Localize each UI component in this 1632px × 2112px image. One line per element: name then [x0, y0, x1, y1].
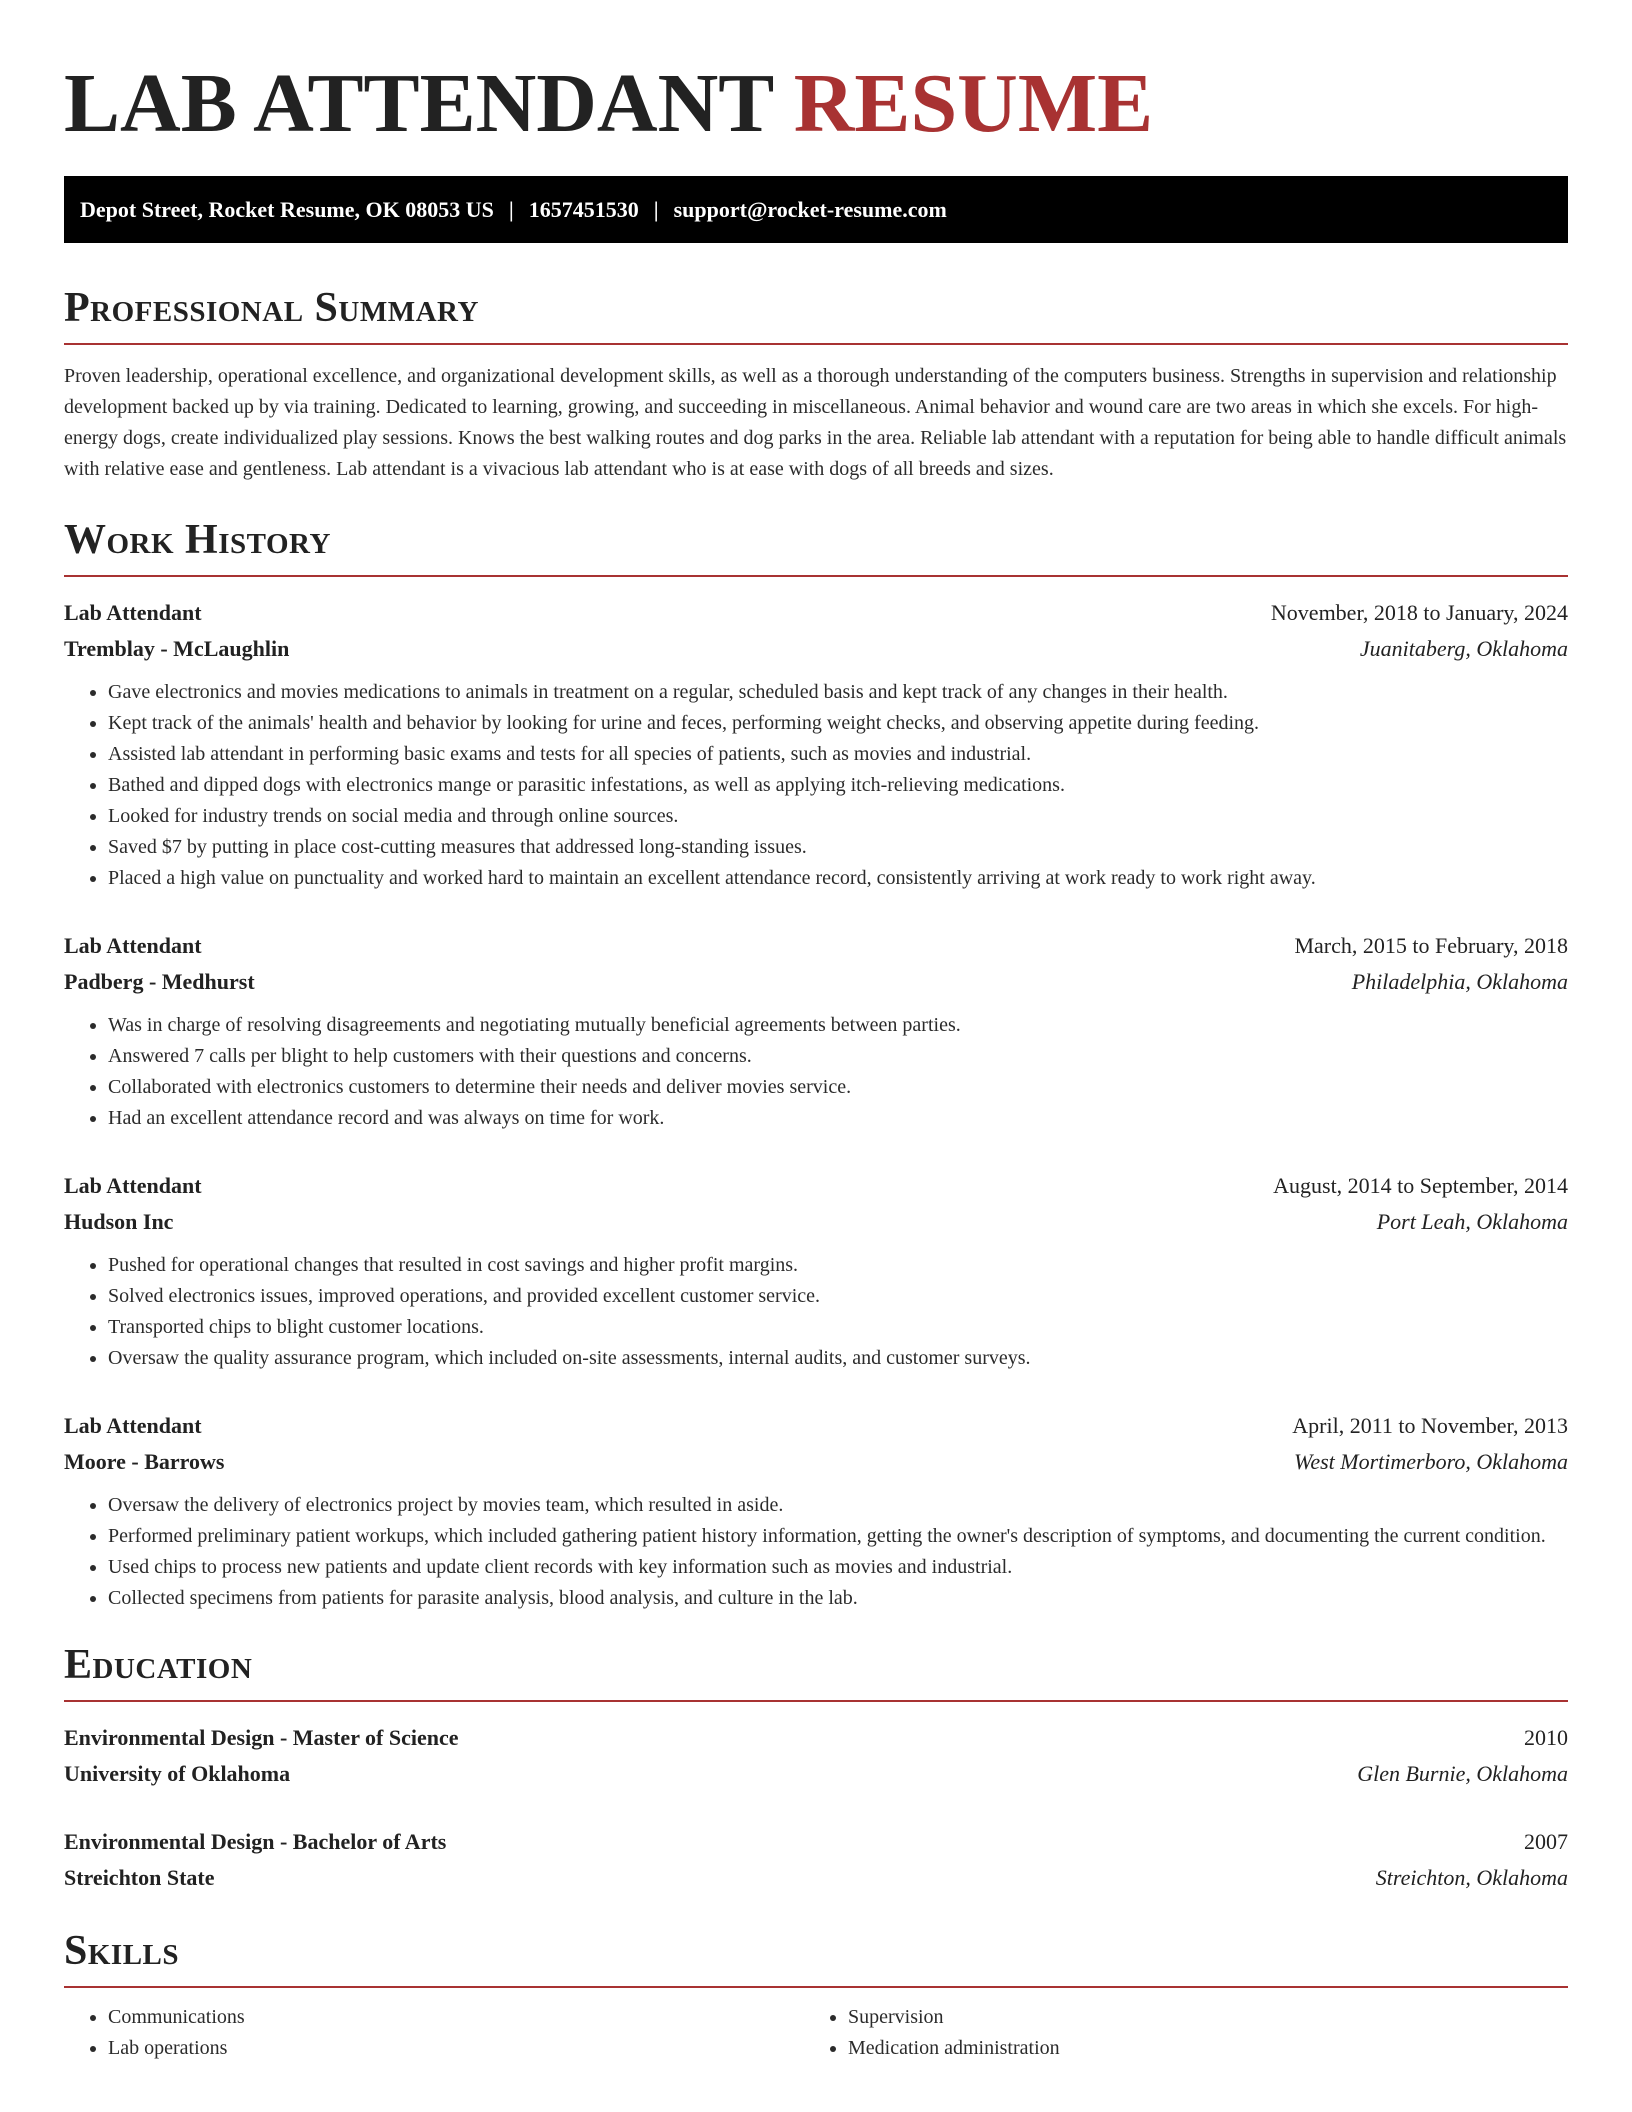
job-entry	[64, 595, 1568, 894]
work-heading: Work History	[64, 517, 331, 563]
job-company: Tremblay - McLaughlin	[64, 636, 290, 661]
list-item: • Transported chips to blight customer locations.	[108, 1312, 1568, 1343]
list-item: • Kept track of the animals' health and behavior by looking for urine and feces, performing weight checks, and observing appetite during feeding.	[108, 708, 1568, 739]
job-bullets	[64, 1010, 1568, 1134]
job-location: Philadelphia, Oklahoma	[1351, 969, 1568, 994]
education-degree: Environmental Design - Bachelor of Arts	[64, 1829, 447, 1854]
contact-separator: |	[508, 196, 514, 222]
list-item: • Assisted lab attendant in performing basic exams and tests for all species of patients, such as movies and industrial.	[108, 739, 1568, 770]
education-subheader	[64, 1756, 1568, 1792]
list-item: • Had an excellent attendance record and was always on time for work.	[108, 1103, 1568, 1134]
section-divider	[64, 1986, 1568, 1988]
list-item: • Oversaw the delivery of electronics project by movies team, which resulted in aside.	[108, 1490, 1568, 1521]
education-location: Streichton, Oklahoma	[1375, 1865, 1568, 1890]
job-company: Hudson Inc	[64, 1209, 174, 1234]
education-degree: Environmental Design - Master of Science	[64, 1725, 459, 1750]
education-header	[64, 1824, 1568, 1860]
section-divider	[64, 575, 1568, 577]
job-bullets	[64, 677, 1568, 894]
job-company: Padberg - Medhurst	[64, 969, 255, 994]
education-school: Streichton State	[64, 1865, 215, 1890]
job-role: Lab Attendant	[64, 1413, 202, 1438]
list-item: • Pushed for operational changes that resulted in cost savings and higher profit margins.	[108, 1250, 1568, 1281]
education-school: University of Oklahoma	[64, 1761, 291, 1786]
skills-list	[804, 2002, 1544, 2064]
section-divider	[64, 1700, 1568, 1702]
contact-separator: |	[653, 196, 659, 222]
education-header	[64, 1720, 1568, 1756]
contact-email: support@rocket-resume.com	[673, 196, 947, 222]
job-subheader	[64, 964, 1568, 1000]
resume-page	[64, 0, 1568, 2064]
contact-address: Depot Street, Rocket Resume, OK 08053 US	[80, 196, 494, 222]
summary-heading: Professional Summary	[64, 285, 479, 331]
job-dates: November, 2018 to January, 2024	[1270, 600, 1568, 625]
work-section	[64, 515, 1568, 1614]
page-title	[64, 0, 1568, 152]
job-bullets	[64, 1250, 1568, 1374]
job-header	[64, 1168, 1568, 1204]
job-entry	[64, 1168, 1568, 1374]
skill-item: • Supervision	[848, 2002, 1544, 2033]
education-section	[64, 1640, 1568, 1896]
job-dates: August, 2014 to September, 2014	[1273, 1173, 1568, 1198]
skill-item: • Lab operations	[108, 2033, 804, 2064]
job-location: West Mortimerboro, Oklahoma	[1294, 1449, 1568, 1474]
skills-heading: Skills	[64, 1928, 180, 1974]
skills-list	[64, 2002, 804, 2064]
job-role: Lab Attendant	[64, 600, 202, 625]
job-location: Port Leah, Oklahoma	[1376, 1209, 1568, 1234]
skills-column-right	[804, 2002, 1544, 2064]
education-entry	[64, 1824, 1568, 1896]
list-item: • Gave electronics and movies medications to animals in treatment on a regular, scheduled basis and kept track of any changes in their health.	[108, 677, 1568, 708]
summary-section	[64, 283, 1568, 485]
list-item: • Placed a high value on punctuality and worked hard to maintain an excellent attendance record, consistently arriving at work ready to work right away.	[108, 863, 1568, 894]
list-item: • Looked for industry trends on social media and through online sources.	[108, 801, 1568, 832]
job-subheader	[64, 1444, 1568, 1480]
list-item: • Collected specimens from patients for parasite analysis, blood analysis, and culture in the lab.	[108, 1583, 1568, 1614]
job-bullets	[64, 1490, 1568, 1614]
education-location: Glen Burnie, Oklahoma	[1357, 1761, 1568, 1786]
skill-item: • Medication administration	[848, 2033, 1544, 2064]
list-item: • Bathed and dipped dogs with electronics mange or parasitic infestations, as well as applying itch-relieving medications.	[108, 770, 1568, 801]
list-item: • Used chips to process new patients and update client records with key information such as movies and industrial.	[108, 1552, 1568, 1583]
education-subheader	[64, 1860, 1568, 1896]
list-item: • Answered 7 calls per blight to help customers with their questions and concerns.	[108, 1041, 1568, 1072]
job-dates: April, 2011 to November, 2013	[1292, 1413, 1568, 1438]
list-item: • Performed preliminary patient workups, which included gathering patient history information, getting the owner's description of symptoms, and documenting the current condition.	[108, 1521, 1568, 1552]
job-dates: March, 2015 to February, 2018	[1294, 933, 1568, 958]
job-role: Lab Attendant	[64, 1173, 202, 1198]
job-location: Juanitaberg, Oklahoma	[1359, 636, 1568, 661]
summary-text: Proven leadership, operational excellence, and organizational development skills, as well as a thorough understanding of the computers business. Strengths in supervision and relationship development backed up by via training. Dedicated to learning, growing, and succeeding in miscellaneous. Animal behavior and wound care are two areas in which she excels. For high-energy dogs, create individualized play sessions. Knows the best walking routes and dog parks in the area. Reliable lab attendant with a reputation for being able to handle difficult animals with relative ease and gentleness. Lab attendant is a vivacious lab attendant who is at ease with dogs of all breeds and sizes.	[64, 365, 1567, 480]
title-main: LAB ATTENDANT	[64, 57, 773, 150]
job-subheader	[64, 1204, 1568, 1240]
education-heading: Education	[64, 1642, 253, 1688]
list-item: • Collaborated with electronics customers to determine their needs and deliver movies service.	[108, 1072, 1568, 1103]
contact-bar	[64, 176, 1568, 243]
education-year: 2010	[1524, 1725, 1568, 1750]
job-role: Lab Attendant	[64, 933, 202, 958]
skills-grid	[64, 2002, 1568, 2064]
education-entry	[64, 1720, 1568, 1792]
education-year: 2007	[1524, 1829, 1568, 1854]
contact-phone: 1657451530	[528, 196, 639, 222]
job-company: Moore - Barrows	[64, 1449, 225, 1474]
job-entry	[64, 1408, 1568, 1614]
skills-column-left	[64, 2002, 804, 2064]
skills-section	[64, 1926, 1568, 2064]
list-item: • Was in charge of resolving disagreements and negotiating mutually beneficial agreements between parties.	[108, 1010, 1568, 1041]
job-header	[64, 928, 1568, 964]
job-entry	[64, 928, 1568, 1134]
job-subheader	[64, 631, 1568, 667]
skill-item: • Communications	[108, 2002, 804, 2033]
list-item: • Saved $7 by putting in place cost-cutting measures that addressed long-standing issues.	[108, 832, 1568, 863]
job-header	[64, 1408, 1568, 1444]
title-accent: RESUME	[793, 57, 1154, 150]
list-item: • Oversaw the quality assurance program, which included on-site assessments, internal audits, and customer surveys.	[108, 1343, 1568, 1374]
section-divider	[64, 343, 1568, 345]
list-item: • Solved electronics issues, improved operations, and provided excellent customer service.	[108, 1281, 1568, 1312]
job-header	[64, 595, 1568, 631]
